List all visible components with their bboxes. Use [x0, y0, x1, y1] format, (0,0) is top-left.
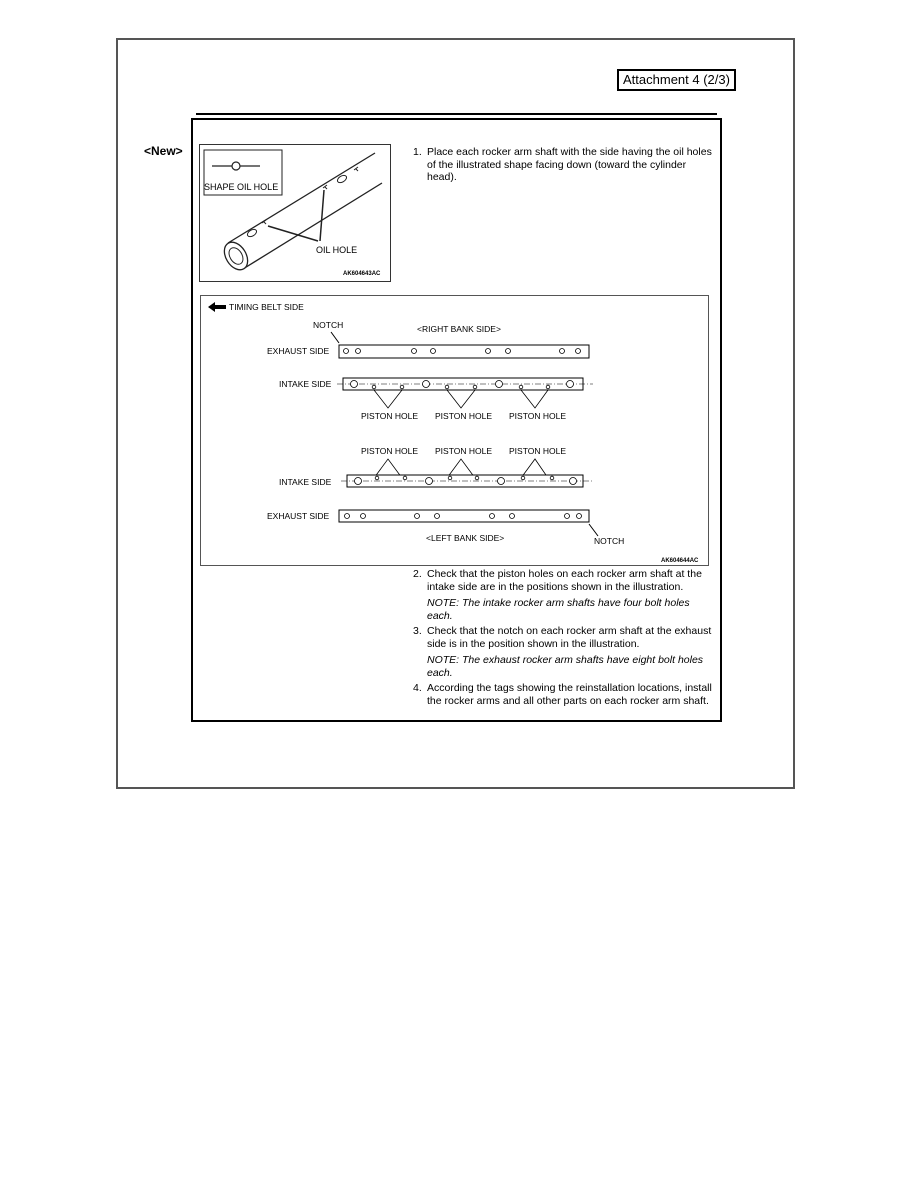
shaped-hole-3	[354, 167, 358, 171]
exhaust-top-shaft	[339, 345, 589, 358]
shape-hole	[232, 162, 240, 170]
step-note: NOTE: The intake rocker arm shafts have four bolt holes each.	[427, 597, 690, 622]
top-rule	[196, 113, 717, 115]
shape-oil-hole-label: SHAPE OIL HOLE	[204, 182, 279, 192]
step-note: NOTE: The exhaust rocker arm shafts have eight bolt holes each.	[427, 654, 704, 679]
piston-hole-label-3: PISTON HOLE	[509, 411, 566, 421]
leader-2	[320, 190, 324, 241]
oil-hole-illustration	[200, 145, 390, 281]
step-text: Check that the piston holes on each rocker arm shaft at the intake side are in the positions shown in the illustration.	[427, 568, 702, 593]
oil-hole-label: OIL HOLE	[316, 245, 358, 255]
notch-bottom-leader	[589, 524, 598, 536]
piston-leader-3	[521, 390, 548, 408]
step-2	[413, 568, 713, 622]
step-number: 3.	[413, 625, 422, 637]
oil-hole-figure	[199, 144, 391, 282]
step-1	[413, 146, 713, 184]
step-text: Place each rocker arm shaft with the side having the oil holes of the illustrated shape facing down (toward the cylinder head).	[427, 146, 712, 183]
intake-bottom-label: INTAKE SIDE	[279, 477, 332, 487]
timing-arrow-icon	[208, 302, 226, 312]
attachment-label: Attachment 4 (2/3)	[617, 69, 736, 91]
exhaust-bottom-label: EXHAUST SIDE	[267, 511, 330, 521]
shaped-hole-2	[323, 185, 327, 189]
step-number: 4.	[413, 682, 422, 694]
piston-leader-2	[447, 390, 475, 408]
piston-hole-label-4: PISTON HOLE	[361, 446, 418, 456]
step-4	[413, 682, 713, 707]
intake-top-label: INTAKE SIDE	[279, 379, 332, 389]
rocker-shaft-illustration	[201, 296, 708, 565]
notch-bottom-label: NOTCH	[594, 536, 625, 546]
right-bank-label: <RIGHT BANK SIDE>	[417, 324, 501, 334]
section-label: <New>	[144, 144, 183, 158]
step-number: 2.	[413, 568, 422, 580]
step-text: Check that the notch on each rocker arm shaft at the exhaust side is in the position shown in the illustration.	[427, 625, 712, 650]
timing-belt-label: TIMING BELT SIDE	[229, 302, 304, 312]
piston-hole-label-2: PISTON HOLE	[435, 411, 492, 421]
piston-hole-label-5: PISTON HOLE	[435, 446, 492, 456]
shaft-edge-bottom	[243, 183, 382, 269]
notch-top-label: NOTCH	[313, 320, 344, 330]
notch-top-leader	[331, 332, 339, 343]
step-3	[413, 625, 713, 679]
piston-leader-1	[374, 390, 402, 408]
figure1-code: AK604643AC	[343, 271, 381, 277]
left-bank-label: <LEFT BANK SIDE>	[426, 533, 505, 543]
exhaust-bottom-shaft	[339, 510, 589, 522]
step-number: 1.	[413, 146, 422, 158]
step-text: According the tags showing the reinstallation locations, install the rocker arms and all other parts on each rocker arm shaft.	[427, 682, 712, 707]
hole-1	[246, 228, 258, 238]
piston-hole-label-6: PISTON HOLE	[509, 446, 566, 456]
figure2-code: AK604644AC	[661, 558, 699, 564]
exhaust-top-label: EXHAUST SIDE	[267, 346, 330, 356]
piston-hole-label-1: PISTON HOLE	[361, 411, 418, 421]
rocker-shaft-figure	[200, 295, 709, 566]
